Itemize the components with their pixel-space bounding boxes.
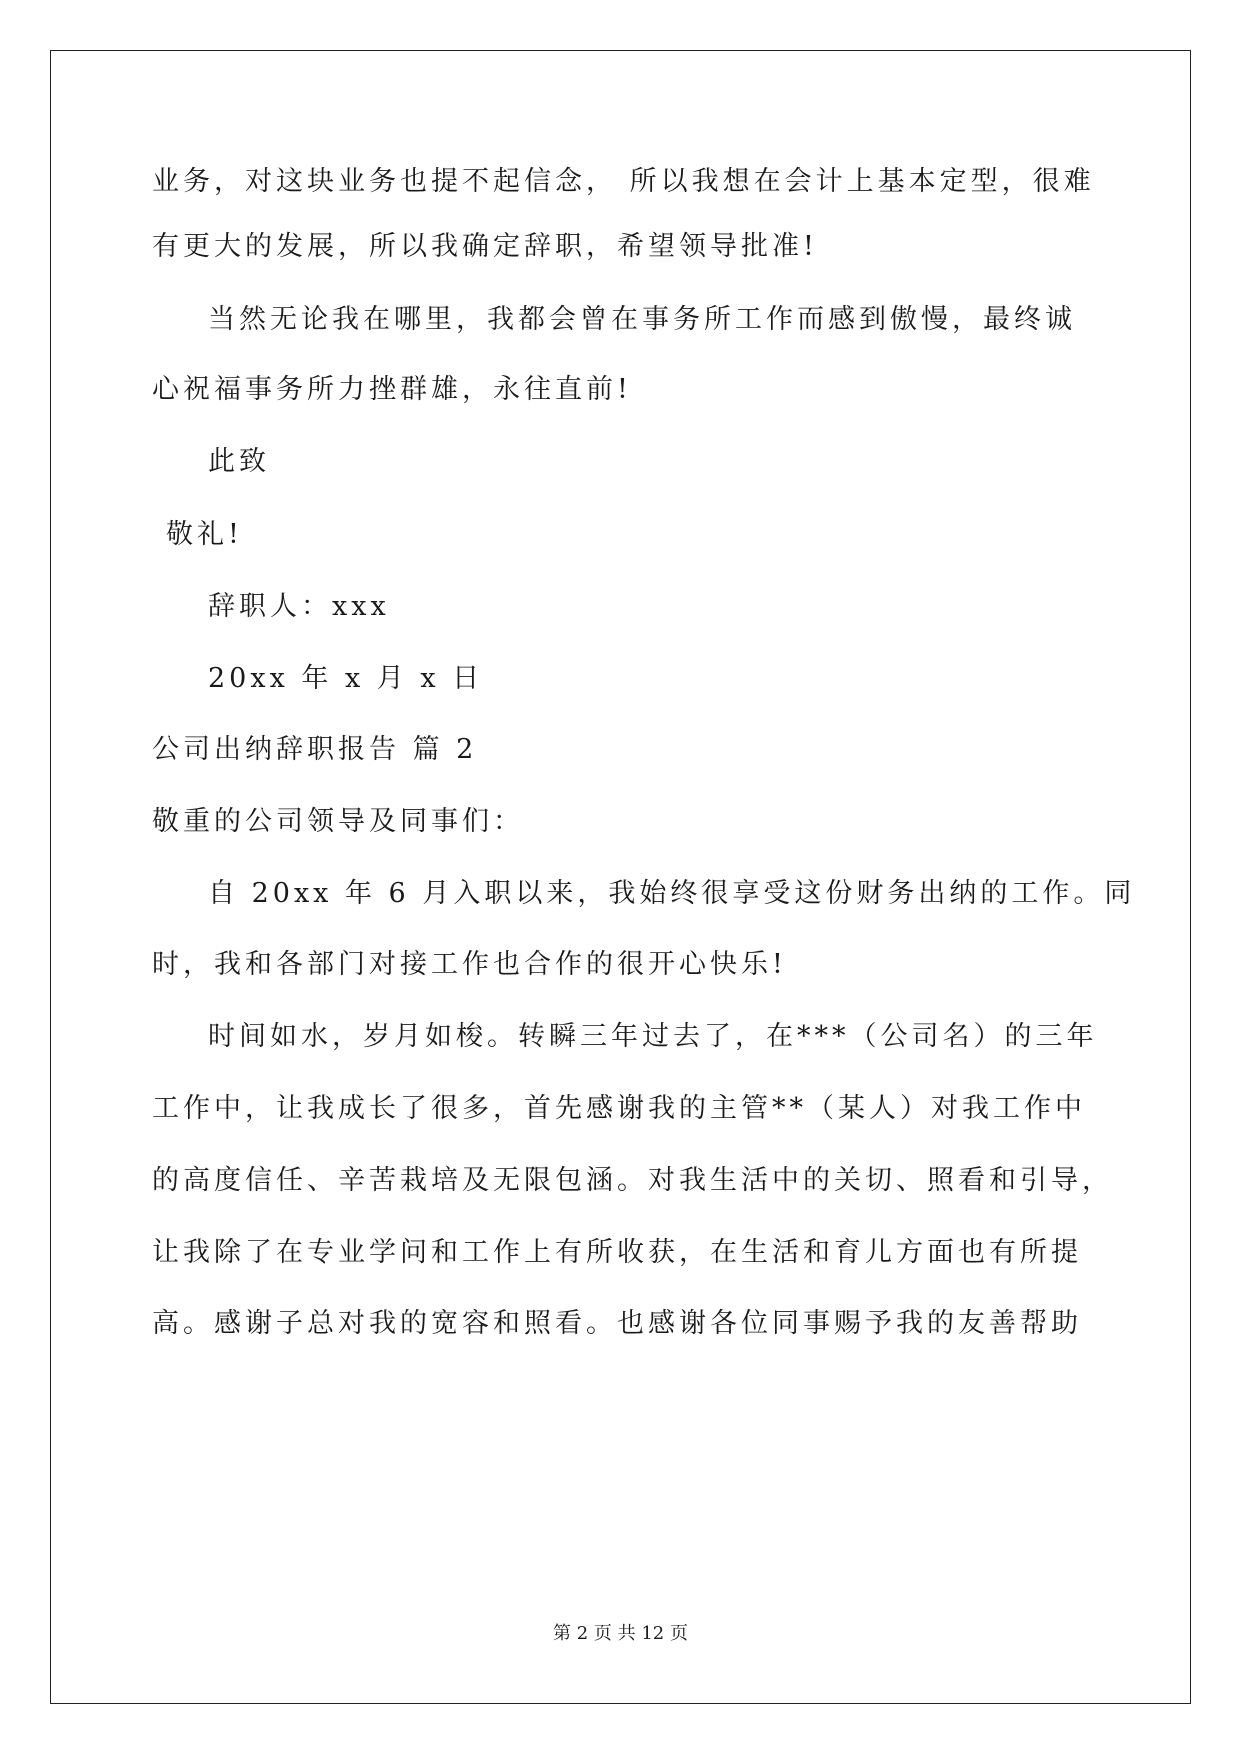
- paragraph-line: 当然无论我在哪里，我都会曾在事务所工作而感到傲慢，最终诚: [208, 304, 1076, 335]
- paragraph-line: 的高度信任、辛苦栽培及无限包涵。对我生活中的关切、照看和引导，: [152, 1165, 1113, 1196]
- section-heading: 公司出纳辞职报告 篇 2: [152, 734, 478, 765]
- paragraph-line: 自 20xx 年 6 月入职以来，我始终很享受这份财务出纳的工作。同: [208, 878, 1136, 909]
- paragraph-line: 高。感谢子总对我的宽容和照看。也感谢各位同事赐予我的友善帮助: [152, 1308, 1082, 1339]
- closing-salutation: 此致: [208, 446, 270, 477]
- closing-regards: 敬礼!: [166, 519, 243, 550]
- paragraph-line: 业务，对这块业务也提不起信念， 所以我想在会计上基本定型，很难: [152, 166, 1095, 197]
- paragraph-line: 让我除了在专业学问和工作上有所收获，在生活和育儿方面也有所提: [152, 1237, 1082, 1268]
- greeting-line: 敬重的公司领导及同事们：: [152, 806, 524, 837]
- paragraph-line: 有更大的发展，所以我确定辞职，希望领导批准!: [152, 231, 818, 262]
- signature-name: 辞职人：xxx: [208, 591, 390, 622]
- paragraph-line: 时间如水，岁月如梭。转瞬三年过去了，在***（公司名）的三年: [208, 1021, 1098, 1052]
- paragraph-line: 心祝福事务所力挫群雄，永往直前!: [152, 374, 632, 405]
- paragraph-line: 工作中，让我成长了很多，首先感谢我的主管**（某人）对我工作中: [152, 1093, 1086, 1124]
- signature-date: 20xx 年 x 月 x 日: [208, 663, 484, 694]
- paragraph-line: 时，我和各部门对接工作也合作的很开心快乐!: [152, 949, 787, 980]
- page-number-footer: 第 2 页 共 12 页: [553, 1623, 688, 1644]
